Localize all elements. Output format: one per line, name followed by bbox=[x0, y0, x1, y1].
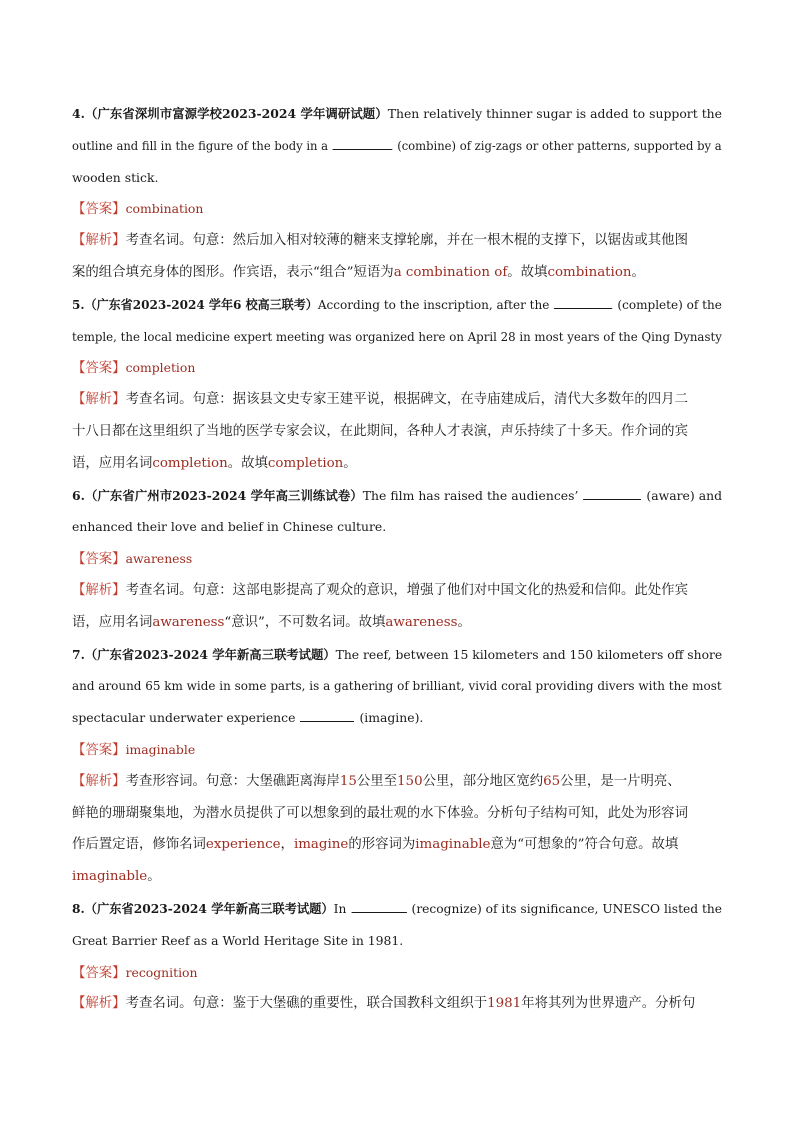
q6-answer bbox=[72, 543, 722, 575]
explanation-tag: 【解析】 bbox=[72, 773, 126, 789]
question-source: （广东省2023-2024 学年新高三联考试题） bbox=[84, 646, 336, 662]
answer-text: imaginable bbox=[125, 741, 196, 757]
answer-blank bbox=[333, 137, 393, 150]
question-source: （广东省深圳市富源学校2023-2024 学年调研试题） bbox=[84, 106, 388, 121]
q4-explanation-1: 【解析】考查名词。句意：然后加入相对较薄的糖来支撑轮廓，并在一根木棍的支撑下，以锯齿或其他图 bbox=[72, 233, 688, 249]
q7-explanation-1: 【解析】考查形容词。句意：大堡礁距离海岸15公里至150公里，部分地区宽约65公里，是一片明亮、 bbox=[72, 773, 681, 789]
q4-explanation-2: 案的组合填充身体的图形。作宾语，表示“组合”短语为a combination of。故填combination。 bbox=[72, 264, 645, 280]
answer-text: completion bbox=[125, 360, 196, 376]
question-number: 5. bbox=[72, 296, 85, 312]
q5-line-1: 5.（广东省2023-2024 学年6 校高三联考）According to the inscription, after the (complete) of the bbox=[72, 296, 722, 312]
question-source: （广东省2023-2024 学年6 校高三联考） bbox=[84, 296, 318, 312]
explanation-tag: 【解析】 bbox=[72, 996, 126, 1012]
question-number: 8. bbox=[72, 900, 85, 916]
q7-explanation-2: 鲜艳的珊瑚聚集地，为潜水员提供了可以想象到的最壮观的水下体验。分析句子结构可知，此处为形容词 bbox=[72, 805, 688, 821]
answer-blank bbox=[351, 900, 406, 913]
q6-explanation-1: 【解析】考查名词。句意：这部电影提高了观众的意识，增强了他们对中国文化的热爱和信仰。此处作宾 bbox=[72, 582, 688, 598]
answer-tag: 【答案】 bbox=[72, 552, 126, 568]
q7-explanation-4: imaginable。 bbox=[72, 869, 161, 885]
q5-answer bbox=[72, 352, 722, 384]
question-number: 6. bbox=[72, 487, 85, 503]
question-source: （广东省广州市2023-2024 学年高三训练试卷） bbox=[84, 487, 363, 503]
answer-tag: 【答案】 bbox=[72, 965, 126, 981]
q6-line-1: 6.（广东省广州市2023-2024 学年高三训练试卷）The film has raised the audiences’ (aware) and bbox=[72, 487, 722, 503]
q7-line-2: and around 65 km wide in some parts, is a gathering of brilliant, vivid coral providing divers with the most bbox=[72, 678, 722, 694]
answer-text: combination bbox=[125, 201, 204, 217]
answer-blank bbox=[554, 296, 612, 309]
question-number: 7. bbox=[72, 646, 85, 662]
answer-blank bbox=[300, 709, 354, 722]
answer-tag: 【答案】 bbox=[72, 361, 126, 377]
q4-answer bbox=[72, 193, 722, 225]
q8-line-2: Great Barrier Reef as a World Heritage Site in 1981. bbox=[72, 932, 404, 948]
q6-explanation-2: 语，应用名词awareness“意识”，不可数名词。故填awareness。 bbox=[72, 614, 471, 630]
q5-explanation-2: 十八日都在这里组织了当地的医学专家会议，在此期间，各种人才表演，声乐持续了十多天。作介词的宾 bbox=[72, 423, 688, 439]
q5-line-2: temple, the local medicine expert meeting was organized here on April 28 in most years of the Qing Dynasty bbox=[72, 328, 722, 344]
explanation-tag: 【解析】 bbox=[72, 582, 126, 598]
q7-explanation-3: 作后置定语，修饰名词experience，imagine的形容词为imaginable意为“可想象的”符合句意。故填 bbox=[72, 837, 679, 853]
q5-explanation-3: 语，应用名词completion。故填completion。 bbox=[72, 455, 357, 471]
q8-line-1: 8.（广东省2023-2024 学年新高三联考试题）In (recognize) of its significance, UNESCO listed the bbox=[72, 900, 723, 916]
answer-blank bbox=[583, 487, 641, 500]
q4-line-3: wooden stick. bbox=[72, 169, 159, 185]
q8-answer bbox=[72, 957, 722, 989]
q7-line-3: spectacular underwater experience (imagine). bbox=[72, 710, 424, 726]
q7-answer bbox=[72, 734, 722, 766]
q4-line-2: outline and fill in the figure of the body in a (combine) of zig-zags or other patterns, supported by a bbox=[72, 137, 722, 153]
q8-explanation-1: 【解析】考查名词。句意：鉴于大堡礁的重要性，联合国教科文组织于1981年将其列为世界遗产。分析句 bbox=[72, 996, 696, 1012]
question-number: 4. bbox=[72, 106, 85, 121]
q4-line-1: 4.（广东省深圳市富源学校2023-2024 学年调研试题）Then relatively thinner sugar is added to support the bbox=[72, 106, 722, 121]
explanation-tag: 【解析】 bbox=[72, 233, 126, 249]
answer-text: awareness bbox=[125, 551, 193, 567]
answer-tag: 【答案】 bbox=[72, 202, 126, 218]
answer-text: recognition bbox=[125, 964, 198, 980]
q5-explanation-1: 【解析】考查名词。句意：据该县文史专家王建平说，根据碑文，在寺庙建成后，清代大多数年的四月二 bbox=[72, 392, 688, 408]
q6-line-2: enhanced their love and belief in Chinese culture. bbox=[72, 519, 387, 535]
answer-tag: 【答案】 bbox=[72, 742, 126, 758]
explanation-tag: 【解析】 bbox=[72, 392, 126, 408]
question-source: （广东省2023-2024 学年新高三联考试题） bbox=[84, 900, 334, 916]
q7-line-1: 7.（广东省2023-2024 学年新高三联考试题）The reef, between 15 kilometers and 150 kilometers off shore bbox=[72, 646, 723, 662]
